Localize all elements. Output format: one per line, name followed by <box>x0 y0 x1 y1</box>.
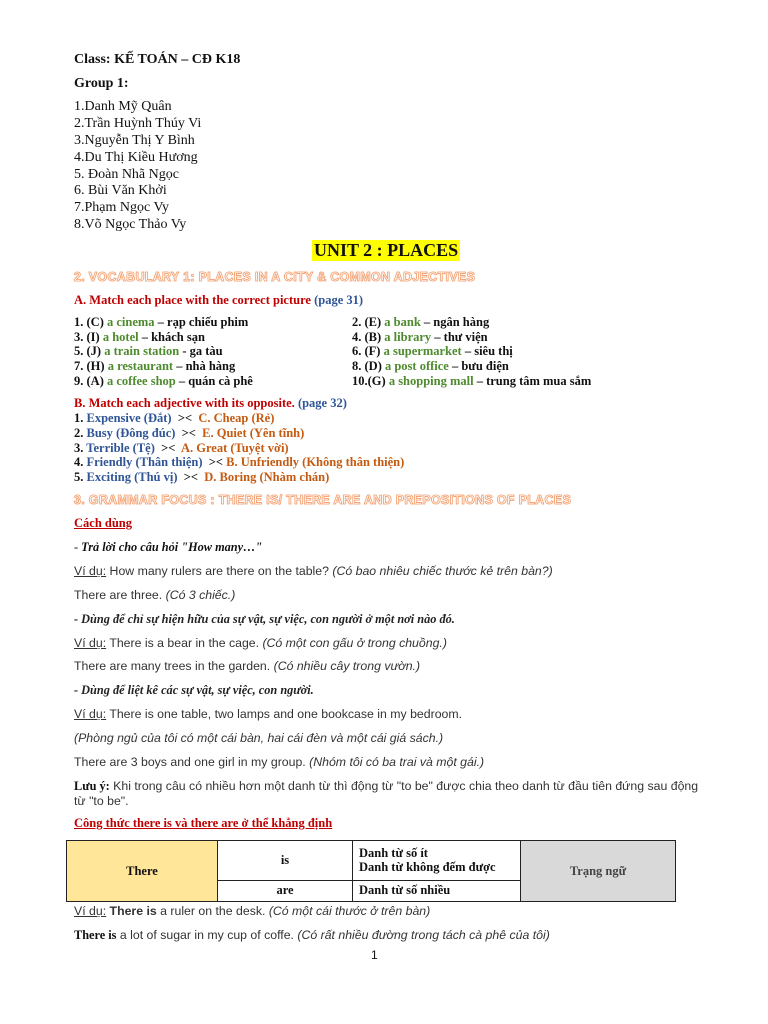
usage-heading: Cách dùng <box>74 516 133 530</box>
example-1b: There are three. (Có 3 chiếc.) <box>74 588 236 602</box>
group-label: Group 1: <box>74 76 129 91</box>
vocab-item-4: 4. (B) a library – thư viện <box>352 330 488 344</box>
adjective-pair-1: 1. Expensive (Đắt) >< C. Cheap (Rẻ) <box>74 411 275 425</box>
class-line: Class: KẾ TOÁN – CĐ K18 <box>74 52 241 67</box>
cell-is: is <box>218 841 353 881</box>
vocab-item-1: 1. (C) a cinema – rạp chiếu phim <box>74 315 249 329</box>
vocab-item-7: 7. (H) a restaurant – nhà hàng <box>74 359 236 373</box>
vocab-item-9: 9. (A) a coffee shop – quán cà phê <box>74 374 253 388</box>
example-3-translation: (Phòng ngủ của tôi có một cái bàn, hai cái đèn và một cái giá sách.) <box>74 731 444 745</box>
example-4: Ví dụ: There is a ruler on the desk. (Có một cái thước ở trên bàn) <box>74 904 431 918</box>
member-8: 8.Võ Ngọc Thảo Vy <box>74 217 187 232</box>
member-7: 7.Phạm Ngọc Vy <box>74 200 170 215</box>
note-line-2: từ "to be". <box>74 794 129 808</box>
note-line-1: Lưu ý: Khi trong câu có nhiều hơn một danh từ thì động từ "to be" được chia theo danh từ đầu tiên đứng sau động <box>74 779 699 793</box>
member-1: 1.Danh Mỹ Quân <box>74 99 172 114</box>
unit-title: UNIT 2 : PLACES <box>314 240 459 260</box>
cell-there: There <box>67 841 218 902</box>
member-3: 3.Nguyễn Thị Y Bình <box>74 133 195 148</box>
grammar-heading: 3. GRAMMAR FOCUS : THERE IS/ THERE ARE AND PREPOSITIONS OF PLACES <box>74 493 572 507</box>
section-b-title: B. Match each adjective with its opposite. (page 32) <box>74 396 347 410</box>
example-2b: There are many trees in the garden. (Có nhiều cây trong vườn.) <box>74 659 421 673</box>
cell-plural: Danh từ số nhiều <box>353 880 521 901</box>
vocab-item-3: 3. (I) a hotel – khách sạn <box>74 330 205 344</box>
example-3b: There are 3 boys and one girl in my group. (Nhóm tôi có ba trai và một gái.) <box>74 755 485 769</box>
formula-heading: Công thức there is và there are ở thể khẳng định <box>74 816 333 830</box>
member-2: 2.Trần Huỳnh Thúy Vi <box>74 116 202 131</box>
example-1: Ví dụ: How many rulers are there on the table? (Có bao nhiêu chiếc thước kẻ trên bàn?) <box>74 564 553 578</box>
adjective-pair-2: 2. Busy (Đông đúc) >< E. Quiet (Yên tĩnh) <box>74 426 305 440</box>
member-6: 6. Bùi Văn Khởi <box>74 183 167 198</box>
cell-are: are <box>218 880 353 901</box>
cell-adverb: Trạng ngữ <box>521 841 676 902</box>
section-a-title: A. Match each place with the correct picture (page 31) <box>74 293 364 307</box>
vocab-item-10: 10.(G) a shopping mall – trung tâm mua sắm <box>352 374 592 388</box>
vocab-item-8: 8. (D) a post office – bưu điện <box>352 359 509 373</box>
example-3: Ví dụ: There is one table, two lamps and one bookcase in my bedroom. <box>74 707 463 721</box>
cell-singular: Danh từ số ít Danh từ không đếm được <box>353 841 521 881</box>
vocab-item-6: 6. (F) a supermarket – siêu thị <box>352 344 513 358</box>
member-4: 4.Du Thị Kiều Hương <box>74 150 198 165</box>
page-number: 1 <box>371 948 378 962</box>
adjective-pair-3: 3. Terrible (Tệ) >< A. Great (Tuyệt vời) <box>74 441 289 455</box>
vocab-item-2: 2. (E) a bank – ngân hàng <box>352 315 490 329</box>
member-5: 5. Đoàn Nhã Ngọc <box>74 167 179 182</box>
adjective-pair-4: 4. Friendly (Thân thiện) >< B. Unfriendly (Không thân thiện) <box>74 455 405 469</box>
usage-rule-3: - Dùng để liệt kê các sự vật, sự việc, con người. <box>74 683 314 697</box>
adjective-pair-5: 5. Exciting (Thú vị) >< D. Boring (Nhàm chán) <box>74 470 330 484</box>
vocab-heading: 2. VOCABULARY 1: PLACES IN A CITY & COMMON ADJECTIVES <box>74 270 476 284</box>
usage-rule-2: - Dùng để chỉ sự hiện hữu của sự vật, sự việc, con người ở một nơi nào đó. <box>74 612 455 626</box>
example-2: Ví dụ: There is a bear in the cage. (Có một con gấu ở trong chuồng.) <box>74 636 447 650</box>
usage-rule-1: - Trả lời cho câu hỏi "How many…" <box>74 540 263 554</box>
vocab-item-5: 5. (J) a train station - ga tàu <box>74 344 223 358</box>
example-5: There is a lot of sugar in my cup of coffe. (Có rất nhiều đường trong tách cà phê của tôi) <box>74 928 550 942</box>
formula-table <box>66 840 676 902</box>
